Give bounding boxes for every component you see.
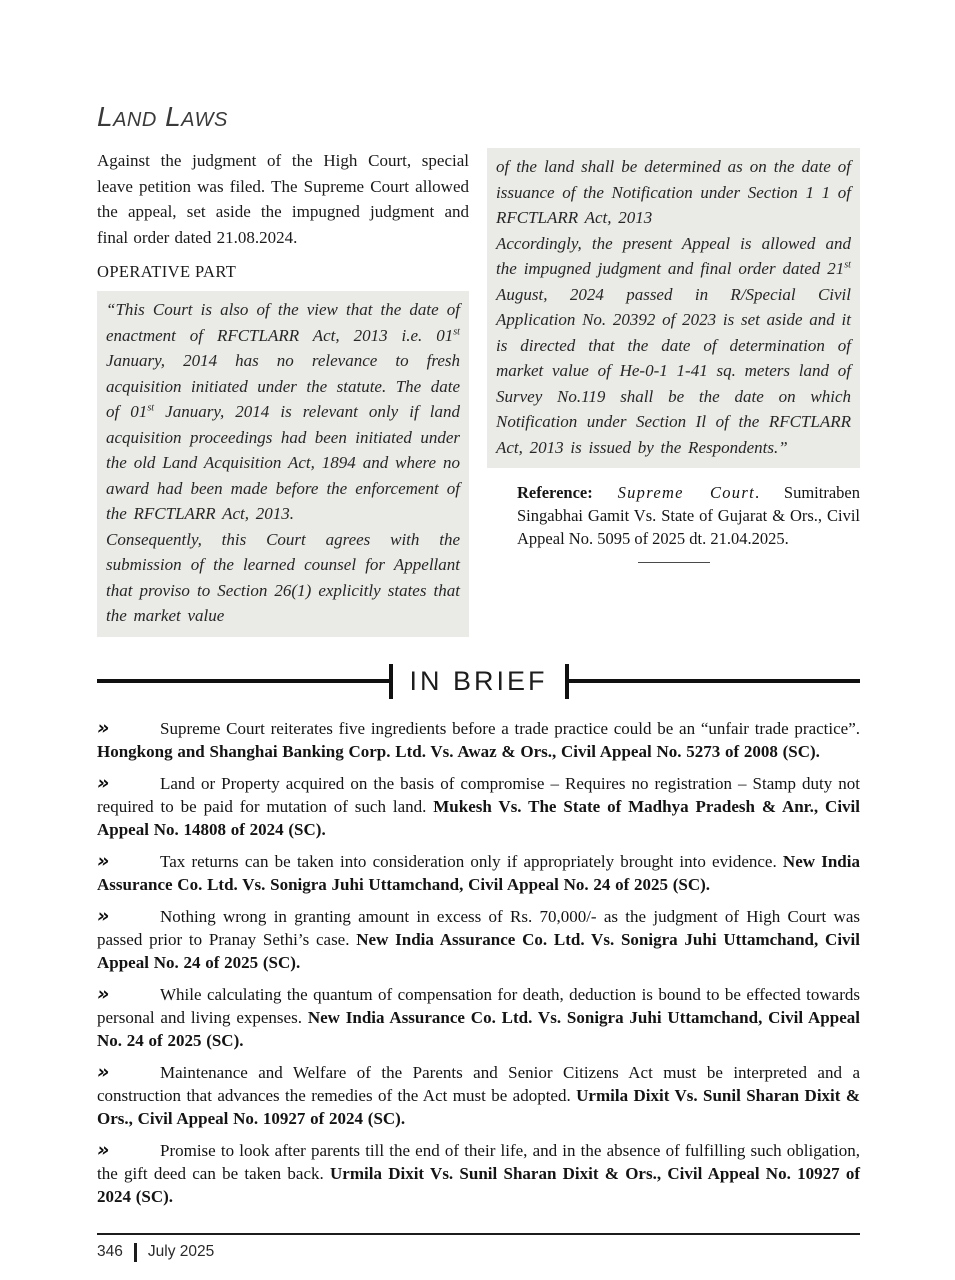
reference-end-rule xyxy=(638,562,710,563)
double-chevron-bullet-icon: » xyxy=(97,982,109,1005)
quote-paragraph: Consequently, this Court agrees with the submission of the learned counsel for Appellant that proviso to Section 26(1) explicitly states that the market value xyxy=(106,529,460,625)
column-left xyxy=(97,148,469,637)
brief-text: Maintenance and Welfare of the Parents and Senior Citizens Act must be interpreted and a construction that advances the remedies of the Act must be adopted. xyxy=(97,1062,860,1105)
in-brief-rule-right xyxy=(569,679,861,683)
brief-text: Nothing wrong in granting amount in excess of Rs. 70,000/- as the judgment of High Court was passed prior to Pranay Sethi’s case. xyxy=(97,906,860,949)
quote-block-left xyxy=(97,291,469,637)
double-chevron-bullet-icon: » xyxy=(97,771,109,794)
brief-item xyxy=(97,1139,860,1208)
in-brief-header xyxy=(97,664,860,699)
quote-block-right xyxy=(487,148,860,468)
two-column-article xyxy=(97,148,860,637)
page xyxy=(97,0,860,1262)
footer-separator xyxy=(134,1243,137,1262)
brief-item xyxy=(97,850,860,896)
in-brief-list xyxy=(97,717,860,1208)
brief-item xyxy=(97,983,860,1052)
footer-rule xyxy=(97,1233,860,1235)
brief-text: Supreme Court reiterates five ingredients before a trade practice could be an “unfair trade practice”. xyxy=(160,718,860,738)
intro-paragraph: Against the judgment of the High Court, special leave petition was filed. The Supreme Court allowed the appeal, set aside the impugned judgment and final order dated 21.08.2024. xyxy=(97,151,469,247)
brief-item xyxy=(97,717,860,763)
brief-citation: Hongkong and Shanghai Banking Corp. Ltd. Vs. Awaz & Ors., Civil Appeal No. 5273 of 2008 (SC). xyxy=(97,741,820,761)
section-title: Land Laws xyxy=(97,101,228,132)
brief-citation: New India Assurance Co. Ltd. Vs. Sonigra Juhi Uttamchand, Civil Appeal No. 24 of 2025 (SC). xyxy=(97,929,860,972)
operative-part-heading: OPERATIVE PART xyxy=(97,262,237,281)
brief-item xyxy=(97,905,860,974)
brief-text: While calculating the quantum of compensation for death, deduction is bound to be effected towards personal and living expenses. xyxy=(97,984,860,1027)
brief-text: Promise to look after parents till the end of their life, and in the absence of fulfilling such obligation, the gift deed can be taken back. xyxy=(97,1140,860,1183)
page-number: 346 xyxy=(97,1243,123,1260)
in-brief-rule-left xyxy=(97,679,389,683)
footer xyxy=(97,1243,860,1262)
brief-citation: New India Assurance Co. Ltd. Vs. Sonigra Juhi Uttamchand, Civil Appeal No. 24 of 2025 (SC). xyxy=(97,851,860,894)
reference-paragraph: Reference: Supreme Court. Sumitraben Singabhai Gamit Vs. State of Gujarat & Ors., Civil Appeal No. 5095 of 2025 dt. 21.04.2025. xyxy=(517,483,860,548)
quote-paragraph: Accordingly, the present Appeal is allowed and the impugned judgment and final order dated 21st August, 2024 passed in R/Special Civil Application No. 20392 of 2023 is set aside and it is directed that the date of determination of market value of He-0-1 1-41 sq. meters land of Survey No.119 shall be the date on which Notification under Section Il of the RFCTLARR Act, 2013 is issued by the Respondents.” xyxy=(496,233,851,457)
brief-text: Land or Property acquired on the basis of compromise – Requires no registration – Stamp duty not required to be paid for mutation of such land. xyxy=(97,773,860,816)
brief-item xyxy=(97,772,860,841)
column-right xyxy=(487,148,860,563)
quote-paragraph: “This Court is also of the view that the date of enactment of RFCTLARR Act, 2013 i.e. 01st January, 2014 has no relevance to fresh acquisition initiated under the statute. The date of 01st January, 2014 is relevant only if land acquisition proceedings had been initiated under the old Land Acquisition Act, 1894 and where no award had been made before the enforcement of the RFCTLARR Act, 2013. xyxy=(106,300,460,523)
issue-date: July 2025 xyxy=(147,1243,215,1260)
double-chevron-bullet-icon: » xyxy=(97,849,109,872)
brief-item xyxy=(97,1061,860,1130)
double-chevron-bullet-icon: » xyxy=(97,1060,109,1083)
brief-citation: Urmila Dixit Vs. Sunil Sharan Dixit & Ors., Civil Appeal No. 10927 of 2024 (SC). xyxy=(97,1163,861,1206)
double-chevron-bullet-icon: » xyxy=(97,1138,109,1161)
brief-citation: Mukesh Vs. The State of Madhya Pradesh & Anr., Civil Appeal No. 14808 of 2024 (SC). xyxy=(97,796,861,839)
double-chevron-bullet-icon: » xyxy=(97,716,109,739)
brief-citation: Urmila Dixit Vs. Sunil Sharan Dixit & Ors., Civil Appeal No. 10927 of 2024 (SC). xyxy=(97,1085,860,1128)
in-brief-title: IN BRIEF xyxy=(389,664,569,699)
quote-paragraph: of the land shall be determined as on the date of issuance of the Notification under Section 1 1 of RFCTLARR Act, 2013 xyxy=(496,157,851,227)
double-chevron-bullet-icon: » xyxy=(97,904,109,927)
brief-text: Tax returns can be taken into consideration only if appropriately brought into evidence. xyxy=(160,851,783,871)
brief-citation: New India Assurance Co. Ltd. Vs. Sonigra Juhi Uttamchand, Civil Appeal No. 24 of 2025 (SC). xyxy=(97,1007,860,1050)
